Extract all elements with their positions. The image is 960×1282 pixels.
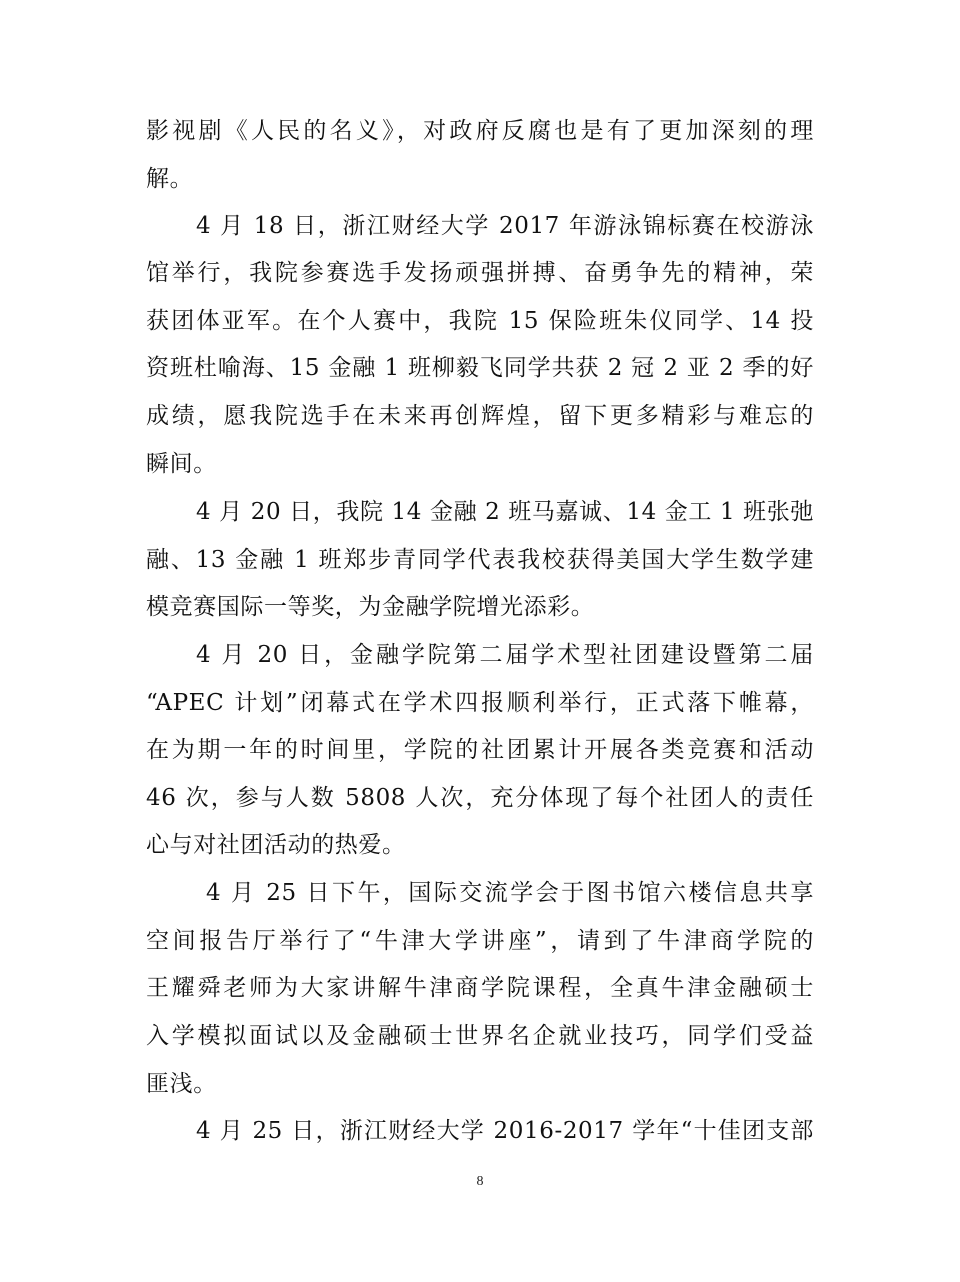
text-line: 融、13 金融 1 班郑步青同学代表我校获得美国大学生数学建: [146, 547, 814, 573]
text-line: 4 月 25 日，浙江财经大学 2016-2017 学年“十佳团支部: [196, 1118, 814, 1144]
text-line: 46 次，参与人数 5808 人次，充分体现了每个社团人的责任: [146, 785, 814, 811]
text-line: 入学模拟面试以及金融硕士世界名企就业技巧，同学们受益: [146, 1023, 814, 1049]
text-line: 心与对社团活动的热爱。: [146, 832, 406, 858]
text-line: 空间报告厅举行了“牛津大学讲座”，请到了牛津商学院的: [146, 928, 814, 954]
text-line: 4 月 20 日，我院 14 金融 2 班马嘉诚、14 金工 1 班张弛: [196, 499, 814, 525]
text-line: 影视剧《人民的名义》，对政府反腐也是有了更加深刻的理: [146, 118, 814, 144]
text-line: 解。: [146, 166, 194, 192]
text-line: 4 月 20 日，金融学院第二届学术型社团建设暨第二届: [196, 642, 814, 668]
text-line: 在为期一年的时间里，学院的社团累计开展各类竞赛和活动: [146, 737, 814, 763]
text-line: 匪浅。: [146, 1071, 217, 1097]
page-number: 8: [476, 1174, 484, 1189]
text-line: 馆举行，我院参赛选手发扬顽强拼搏、奋勇争先的精神，荣: [146, 260, 814, 286]
text-line: 4 月 25 日下午，国际交流学会于图书馆六楼信息共享: [206, 880, 814, 906]
text-line: 模竞赛国际一等奖，为金融学院增光添彩。: [146, 594, 595, 620]
text-line: 获团体亚军。在个人赛中，我院 15 保险班朱仪同学、14 投: [146, 308, 814, 334]
text-line: 瞬间。: [146, 451, 217, 477]
text-line: 资班杜喻海、15 金融 1 班柳毅飞同学共获 2 冠 2 亚 2 季的好: [146, 355, 814, 381]
text-line: 王耀舜老师为大家讲解牛津商学院课程，全真牛津金融硕士: [146, 975, 814, 1001]
text-line: 4 月 18 日，浙江财经大学 2017 年游泳锦标赛在校游泳: [196, 213, 814, 239]
text-line: 成绩，愿我院选手在未来再创辉煌，留下更多精彩与难忘的: [146, 403, 814, 429]
text-line: “APEC 计划”闭幕式在学术四报顺利举行，正式落下帷幕，: [146, 690, 814, 716]
